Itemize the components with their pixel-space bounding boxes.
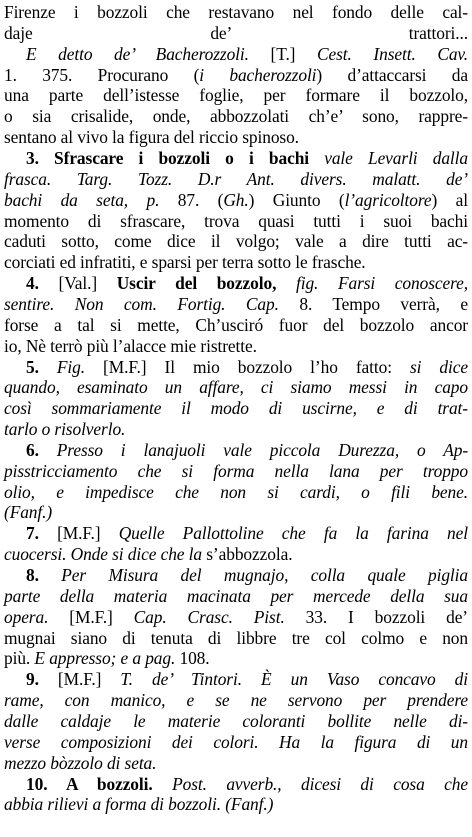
text-line <box>4 294 468 314</box>
text-line <box>4 357 468 377</box>
text-line <box>4 690 468 710</box>
text-run: io, Nè terrò più l’alacce mie ristrette. <box>4 335 257 356</box>
text-line <box>4 565 468 585</box>
text-line <box>4 2 468 22</box>
text-run: [M.F.] <box>69 606 134 627</box>
text-run: mezzo bòzzolo di seta. <box>4 752 157 773</box>
text-run: 8. <box>26 565 62 585</box>
text-line <box>4 127 468 147</box>
text-run: 7. <box>26 523 58 544</box>
text-line <box>4 482 468 502</box>
text-run: momento di sfrascare, trova quasi tutti i suoi bachi <box>4 210 468 231</box>
text-line <box>4 794 468 814</box>
text-run: parte della materia macinata per mercede della sua <box>4 585 468 606</box>
text-run: 5. <box>26 356 57 377</box>
text-run: 9. <box>26 669 58 690</box>
text-run: i bacherozzoli <box>199 64 317 85</box>
text-run: Firenze i bozzoli che restavano nel fondo delle cal- <box>4 2 468 22</box>
text-run: E detto de’ Bacherozzoli. <box>26 43 271 64</box>
text-line <box>4 211 468 231</box>
text-run: sentano al vivo la figura del riccio spinoso. <box>4 127 299 148</box>
text-line <box>4 336 468 356</box>
text-run: Cest. Insett. Cav. <box>317 43 468 64</box>
text-run: rame, con manico, e se ne servono per prendere <box>4 690 468 711</box>
text-run: [T.] <box>270 43 318 64</box>
text-line <box>4 231 468 251</box>
text-run: tarlo o risolverlo. <box>4 419 126 439</box>
text-run: Gh. <box>223 189 249 210</box>
text-run: T. de’ Tintori. È un Vaso concavo di <box>120 669 469 690</box>
text-run: più. <box>4 648 35 669</box>
text-line <box>4 377 468 397</box>
text-run: daje de’ trattori... <box>4 22 468 43</box>
text-run: [Val.] <box>58 273 117 294</box>
text-run: 4. <box>26 273 59 294</box>
text-run: così sommariamente il modo di uscirne, e di trat- <box>4 398 468 419</box>
text-line <box>4 252 468 272</box>
text-run: ) Giunto ( <box>248 189 345 210</box>
text-run: pisstricciamento che si forma nella lana per troppo <box>4 460 468 481</box>
text-line <box>4 711 468 731</box>
text-line <box>4 607 468 627</box>
text-run: cuocersi. Onde si dice che la <box>4 544 207 565</box>
text-run: 108. <box>179 648 210 669</box>
text-run: [M.F.] <box>57 669 121 690</box>
text-line <box>4 586 468 606</box>
text-line <box>4 419 468 439</box>
text-run: Uscir del bozzolo, <box>116 273 296 294</box>
text-run: fig. Farsi conoscere, <box>295 273 469 294</box>
text-run: 87. ( <box>177 189 224 210</box>
text-line <box>4 753 468 773</box>
text-run: caduti sotto, come dice il volgo; vale a dire tutti ac- <box>4 231 468 252</box>
text-run: l’agricoltore <box>344 189 432 210</box>
text-line <box>4 398 468 418</box>
text-run: Post. avverb., dicesi di cosa che <box>172 773 468 794</box>
text-run: si dice <box>409 356 468 377</box>
text-run: verse composizioni dei colori. Ha la figura di un <box>4 731 468 752</box>
text-run: [M.F.] <box>57 523 119 544</box>
text-run: ) al <box>431 189 468 210</box>
text-run: olio, e impedisce che non si cardi, o fili bene. <box>4 481 468 502</box>
text-run: una parte dell’istesse foglie, per formare il bozzolo, <box>4 85 468 106</box>
text-run: Cap. Crasc. Pist. <box>133 606 306 627</box>
text-run: opera. <box>4 606 70 627</box>
text-line <box>4 461 468 481</box>
text-run: E appresso; e a pag. <box>34 648 180 669</box>
text-line <box>4 544 468 564</box>
text-line <box>4 774 468 794</box>
text-line <box>4 44 468 64</box>
text-line <box>4 669 468 689</box>
text-run: forse a tal si mette, Ch’usciró fuor del bozzolo ancor <box>4 314 468 335</box>
text-run: Presso i lanajuoli vale piccola Durezza, o Ap- <box>56 439 469 460</box>
text-line <box>4 648 468 668</box>
text-line <box>4 732 468 752</box>
text-run: Quelle Pallottoline che fa la farina nel <box>118 523 468 544</box>
text-run: 33. I bozzoli de’ <box>305 606 469 627</box>
text-line <box>4 440 468 460</box>
text-run: frasca. Targ. Tozz. D.r Ant. divers. malatt. de’ <box>4 168 468 189</box>
text-run: [M.F.] Il mio bozzolo l’ho fatto: <box>103 356 410 377</box>
text-run: Per Misura del mugnajo, colla quale piglia <box>61 565 468 585</box>
text-line <box>4 190 468 210</box>
text-run: (Fanf.) <box>4 502 53 523</box>
text-line <box>4 502 468 522</box>
text-run: sentire. Non com. Fortig. Cap. <box>4 293 300 314</box>
text-line <box>4 65 468 85</box>
text-line <box>4 523 468 543</box>
text-line <box>4 169 468 189</box>
text-run: 6. <box>26 439 57 460</box>
text-line <box>4 85 468 105</box>
text-run: mugnai siano di tenuta di libbre tre col colmo e non <box>4 627 468 648</box>
text-run: 8. Tempo verrà, e <box>299 293 468 314</box>
text-run: corciati ed infratiti, e sparsi per terra sotto le frasche. <box>4 252 366 273</box>
text-run: ) d’attaccarsi da <box>316 64 468 85</box>
text-run: 3. Sfrascare i bozzoli o i bachi <box>26 148 325 168</box>
text-run: 10. A bozzoli. <box>26 773 173 794</box>
text-line <box>4 628 468 648</box>
text-line <box>4 23 468 43</box>
text-run: bachi da seta, p. <box>4 189 178 210</box>
text-line <box>4 106 468 126</box>
text-run: dalle caldaje le materie coloranti bollite nelle di- <box>4 710 468 731</box>
text-line <box>4 148 468 168</box>
text-run: Fig. <box>56 356 104 377</box>
text-line <box>4 315 468 335</box>
text-run: s’abbozzola. <box>206 544 293 565</box>
text-run: vale Levarli dalla <box>324 148 468 168</box>
text-run: quando, esaminato un affare, ci siamo messi in capo <box>4 377 468 398</box>
text-run: abbia rilievi a forma di bozzoli. (Fanf.) <box>4 794 274 815</box>
text-run: 1. 375. Procurano ( <box>4 64 200 85</box>
text-line <box>4 273 468 293</box>
text-run: o sia crisalide, onde, abbozzolati ch’e’ sono, rappre- <box>4 106 468 127</box>
